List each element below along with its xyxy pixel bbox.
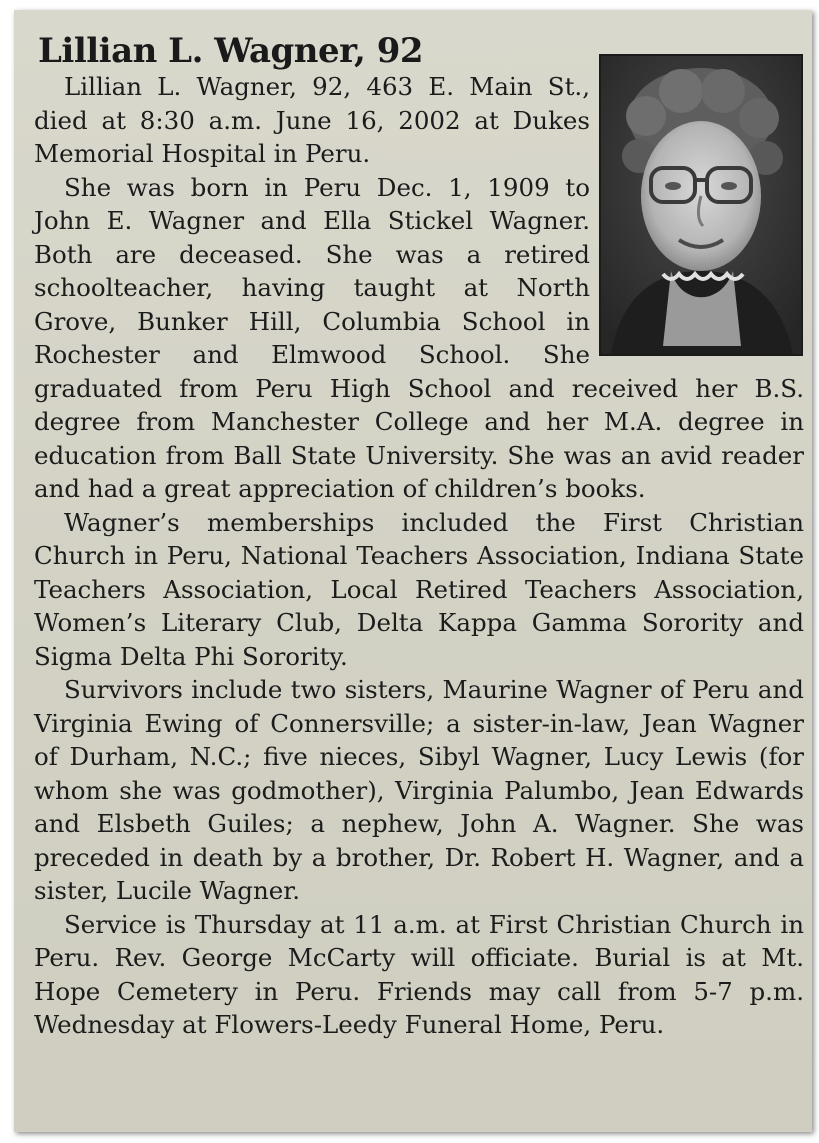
paragraph-biography: She was born in Peru Dec. 1, 1909 to John E. Wagner and Ella Stickel Wagner. Both are deceased. She was a retired schoolteacher, having taught at North Grove, Bunker Hill, Columbia School in Rochester and Elmwood School. She graduated from Peru High School and received her B.S. degree from Manchester College and her M.A. degree in education from Ball State University. She was an avid reader and had a great appreciation of children’s books. <box>34 172 804 503</box>
paragraph-memberships: Wagner’s memberships included the First Christian Church in Peru, National Teachers Association, Indiana State Teachers Association, Local Retired Teachers Association, Women’s Literary Club, Delta Kappa Gamma Sorority and Sigma Delta Phi Sorority. <box>34 507 804 671</box>
paragraph-death-notice: Lillian L. Wagner, 92, 463 E. Main St., died at 8:30 a.m. June 16, 2002 at Dukes Memorial Hospital in Peru. <box>34 72 590 168</box>
paragraph-service: Service is Thursday at 11 a.m. at First Christian Church in Peru. Rev. George McCarty will officiate. Burial is at Mt. Hope Cemetery in Peru. Friends may call from 5-7 p.m. Wednesday at Flowers-Leedy Funeral Home, Peru. <box>34 909 804 1039</box>
obituary-headline: Lillian L. Wagner, 92 <box>38 31 424 71</box>
newspaper-clipping <box>14 10 812 1132</box>
paragraph-survivors: Survivors include two sisters, Maurine Wagner of Peru and Virginia Ewing of Connersville; a sister-in-law, Jean Wagner of Durham, N.C.; five nieces, Sibyl Wagner, Lucy Lewis (for whom she was godmother), Virginia Palumbo, Jean Edwards and Elsbeth Guiles; a nephew, John A. Wagner. She was preceded in death by a brother, Dr. Robert H. Wagner, and a sister, Lucile Wagner. <box>34 675 804 905</box>
obituary-body <box>34 70 804 1042</box>
photo-spacer <box>590 70 804 370</box>
